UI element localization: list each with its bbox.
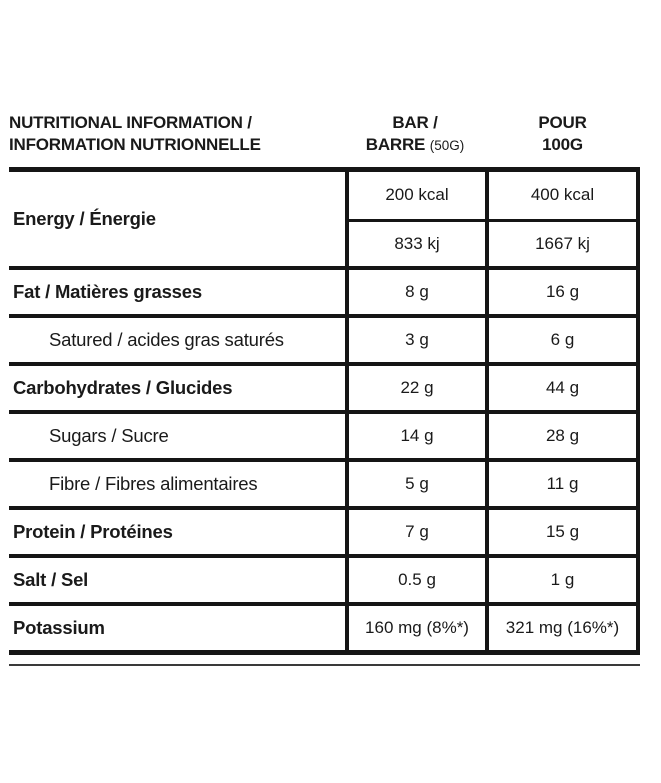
energy-kj-subrow	[345, 219, 640, 266]
header-labels-line2: INFORMATION NUTRIONNELLE	[9, 135, 261, 155]
row-bar-value: 160 mg (8%*)	[345, 606, 485, 650]
row-label: Potassium	[13, 616, 105, 638]
energy-per100-kcal: 400 kcal	[485, 172, 640, 219]
table-header	[9, 112, 640, 167]
row-label: Protein / Protéines	[13, 520, 173, 542]
table-row-carbohydrates	[9, 362, 640, 410]
table-bottom-rule-thin	[9, 664, 640, 666]
row-per100-value: 28 g	[485, 414, 640, 458]
energy-values	[345, 172, 640, 266]
row-label: Sugars / Sucre	[49, 424, 169, 446]
energy-kcal-subrow	[345, 172, 640, 219]
energy-per100-kj: 1667 kj	[485, 222, 640, 266]
table-row-sugars	[9, 410, 640, 458]
header-col-labels	[9, 112, 345, 157]
header-col-per100	[485, 112, 640, 157]
row-per100-value: 15 g	[485, 510, 640, 554]
table-row-energy	[9, 172, 640, 266]
row-label: Fibre / Fibres alimentaires	[49, 472, 258, 494]
row-per100-value: 16 g	[485, 270, 640, 314]
table-row-fibre	[9, 458, 640, 506]
header-bar-line1: BAR /	[392, 113, 438, 132]
row-per100-value: 6 g	[485, 318, 640, 362]
header-col-bar	[345, 112, 485, 157]
row-bar-value: 7 g	[345, 510, 485, 554]
header-per-line1: POUR	[538, 113, 587, 132]
energy-bar-kcal: 200 kcal	[345, 172, 485, 219]
row-bar-value: 22 g	[345, 366, 485, 410]
row-label: Fat / Matières grasses	[13, 280, 202, 302]
header-bar-line2-main: BARRE	[365, 135, 426, 155]
table-row-protein	[9, 506, 640, 554]
table-row-saturated	[9, 314, 640, 362]
nutrition-table	[9, 112, 640, 666]
energy-bar-kj: 833 kj	[345, 222, 485, 266]
row-per100-value: 1 g	[485, 558, 640, 602]
row-label: Salt / Sel	[13, 568, 89, 590]
table-row-fat	[9, 266, 640, 314]
row-bar-value: 8 g	[345, 270, 485, 314]
row-per100-value: 321 mg (16%*)	[485, 606, 640, 650]
header-bar-line2	[345, 134, 485, 156]
row-bar-value: 5 g	[345, 462, 485, 506]
row-per100-value: 44 g	[485, 366, 640, 410]
row-bar-value: 3 g	[345, 318, 485, 362]
energy-label: Energy / Énergie	[13, 207, 156, 229]
row-label: Carbohydrates / Glucides	[13, 376, 233, 398]
table-bottom-rule-thick	[9, 650, 640, 655]
row-per100-value: 11 g	[485, 462, 640, 506]
row-label: Satured / acides gras saturés	[49, 328, 284, 350]
table-row-salt	[9, 554, 640, 602]
header-labels-line1: NUTRITIONAL INFORMATION /	[9, 113, 252, 132]
header-per-line2: 100G	[542, 135, 583, 155]
table-row-potassium	[9, 602, 640, 650]
row-bar-value: 0.5 g	[345, 558, 485, 602]
row-bar-value: 14 g	[345, 414, 485, 458]
header-bar-line2-sub: (50G)	[429, 138, 465, 154]
